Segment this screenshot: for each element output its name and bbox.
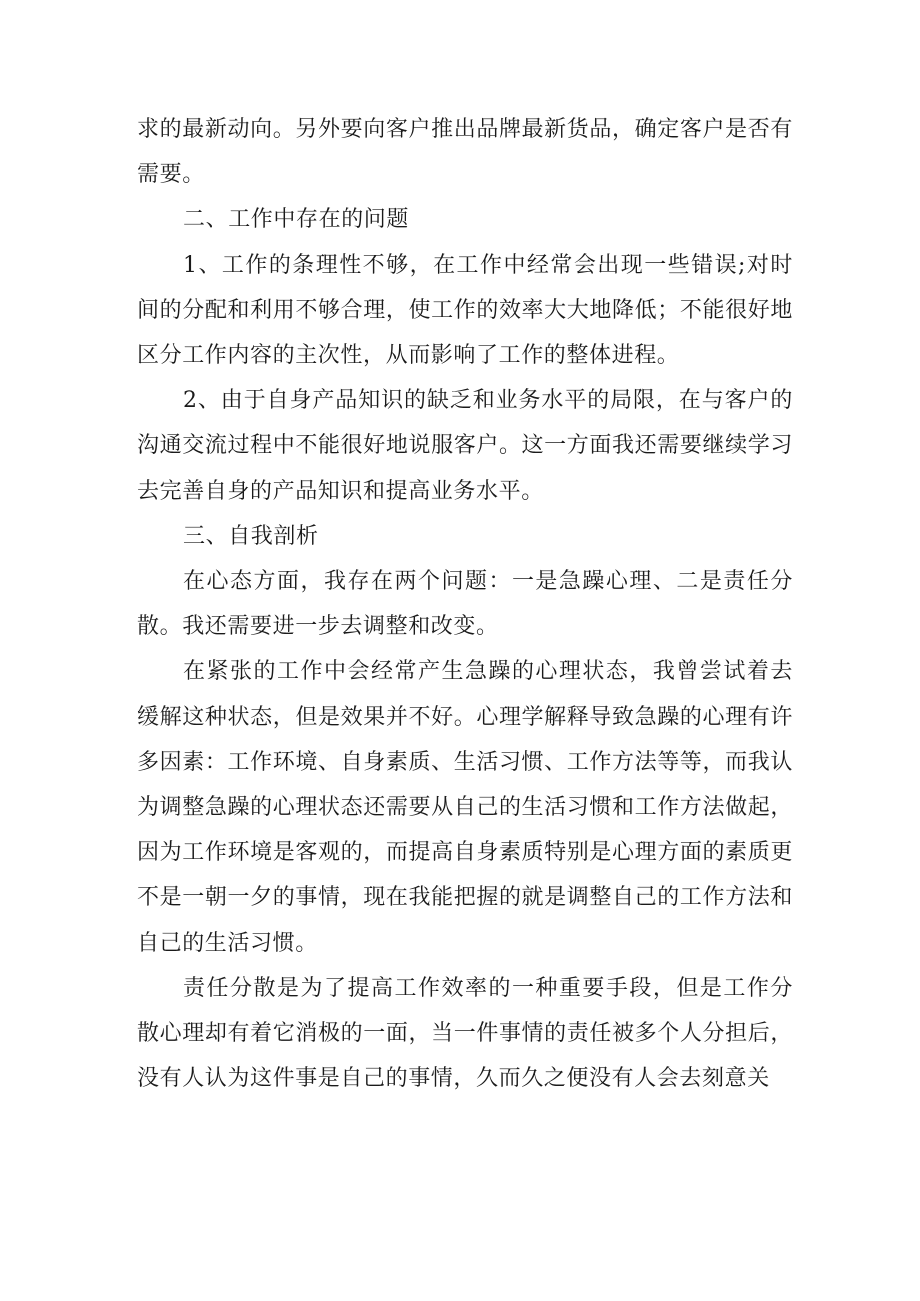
paragraph-mindset: 在心态方面，我存在两个问题：一是急躁心理、二是责任分散。我还需要进一步去调整和改变。 xyxy=(137,569,793,640)
paragraph-responsibility: 责任分散是为了提高工作效率的一种重要手段，但是工作分散心理却有着它消极的一面，当一件事情的责任被多个人分担后，没有人认为这件事是自己的事情，久而久之便没有人会去刻意关 xyxy=(137,975,793,1092)
section-heading-self-analysis: 三、自我剖析 xyxy=(183,523,319,549)
paragraph-continuation: 求的最新动向。另外要向客户推出品牌最新货品，确定客户是否有需要。 xyxy=(137,117,793,188)
paragraph-problem-2: 2、由于自身产品知识的缺乏和业务水平的局限，在与客户的沟通交流过程中不能很好地说服客户。这一方面我还需要继续学习去完善自身的产品知识和提高业务水平。 xyxy=(137,388,793,504)
paragraph-problem-1: 1、工作的条理性不够，在工作中经常会出现一些错误;对时间的分配和利用不够合理，使工作的效率大大地降低；不能很好地区分工作内容的主次性，从而影响了工作的整体进程。 xyxy=(137,252,793,369)
paragraph-impatience: 在紧张的工作中会经常产生急躁的心理状态，我曾尝试着去缓解这种状态，但是效果并不好。心理学解释导致急躁的心理有许多因素：工作环境、自身素质、生活习惯、工作方法等等，而我认为调整急躁的心理状态还需要从自己的生活习惯和工作方法做起，因为工作环境是客观的，而提高自身素质特别是心理方面的素质更不是一朝一夕的事情，现在我能把握的就是调整自己的工作方法和自己的生活习惯。 xyxy=(137,659,793,956)
document-body xyxy=(137,107,793,1101)
section-heading-problems: 二、工作中存在的问题 xyxy=(183,207,410,233)
